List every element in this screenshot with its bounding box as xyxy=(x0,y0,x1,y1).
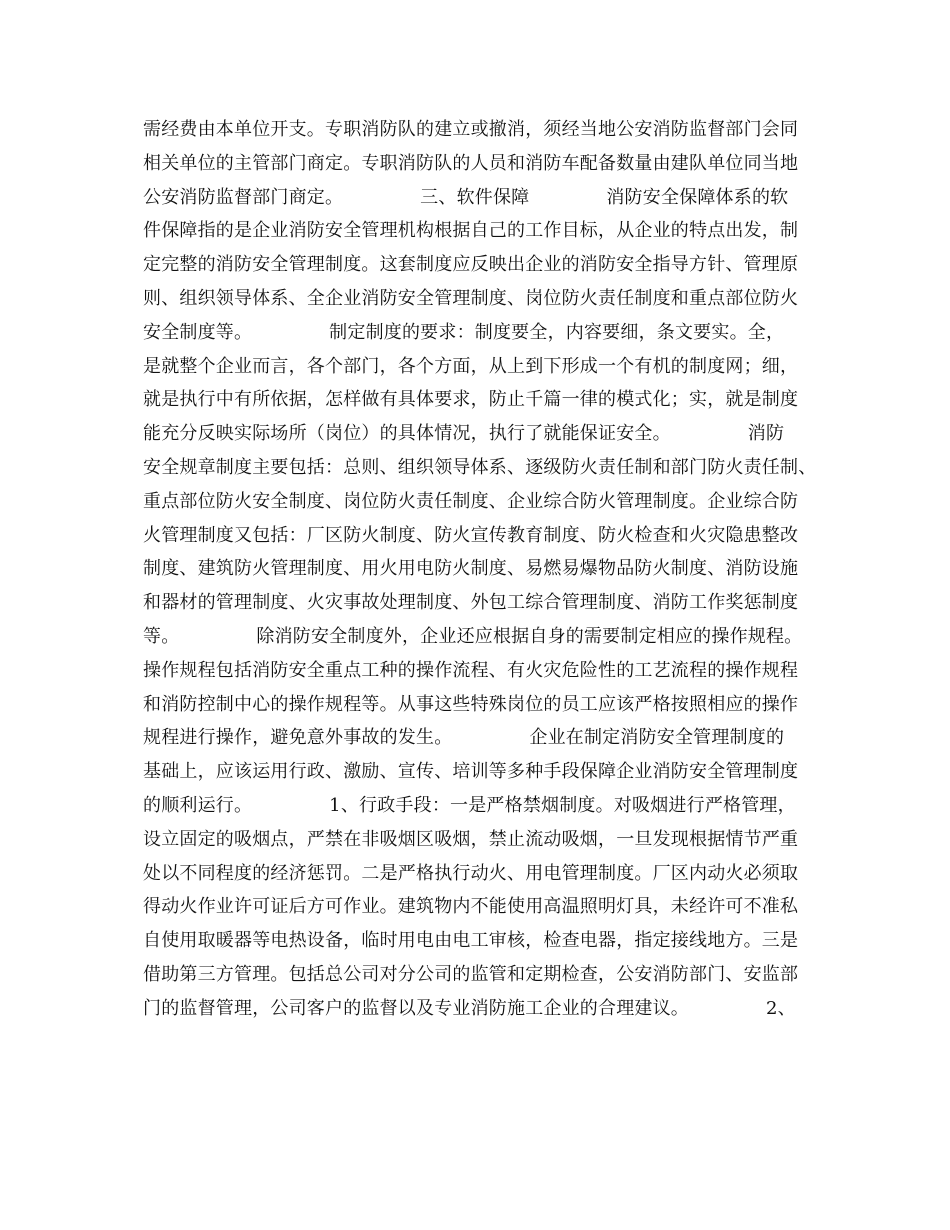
text-line: 的顺利运行。 1、行政手段：一是严格禁烟制度。对吸烟进行严格管理， xyxy=(143,794,796,816)
text-line: 借助第三方管理。包括总公司对分公司的监管和定期检查，公安消防部门、安监部 xyxy=(143,963,799,985)
text-line: 安全制度等。 制定制度的要求：制度要全，内容要细，条文要实。全， xyxy=(143,321,785,343)
text-line: 火管理制度又包括：厂区防火制度、防火宣传教育制度、防火检查和火灾隐患整改 xyxy=(143,524,799,546)
text-line: 重点部位防火安全制度、岗位防火责任制度、企业综合防火管理制度。企业综合防 xyxy=(143,490,799,512)
text-line: 等。 除消防安全制度外，企业还应根据自身的需要制定相应的操作规程。 xyxy=(143,625,803,647)
body-text xyxy=(143,113,833,1026)
text-line: 安全规章制度主要包括：总则、组织领导体系、逐级防火责任制和部门防火责任制、 xyxy=(143,456,817,478)
text-line: 能充分反映实际场所（岗位）的具体情况，执行了就能保证安全。 消防 xyxy=(143,423,785,445)
text-line: 基础上，应该运用行政、激励、宣传、培训等多种手段保障企业消防安全管理制度 xyxy=(143,761,799,783)
text-line: 是就整个企业而言，各个部门，各个方面，从上到下形成一个有机的制度网；细， xyxy=(143,355,799,377)
text-line: 设立固定的吸烟点，严禁在非吸烟区吸烟，禁止流动吸烟，一旦发现根据情节严重 xyxy=(143,828,799,850)
text-line: 自使用取暖器等电热设备，临时用电由电工审核，检查电器，指定接线地方。三是 xyxy=(143,930,799,952)
text-line: 相关单位的主管部门商定。专职消防队的人员和消防车配备数量由建队单位同当地 xyxy=(143,152,799,174)
text-line: 定完整的消防安全管理制度。这套制度应反映出企业的消防安全指导方针、管理原 xyxy=(143,254,799,276)
text-line: 件保障指的是企业消防安全管理机构根据自己的工作目标，从企业的特点出发，制 xyxy=(143,220,799,242)
text-line: 得动火作业许可证后方可作业。建筑物内不能使用高温照明灯具，未经许可不准私 xyxy=(143,896,799,918)
text-line: 和消防控制中心的操作规程等。从事这些特殊岗位的员工应该严格按照相应的操作 xyxy=(143,693,799,715)
text-line: 需经费由本单位开支。专职消防队的建立或撤消，须经当地公安消防监督部门会同 xyxy=(143,119,799,140)
text-line: 则、组织领导体系、全企业消防安全管理制度、岗位防火责任制度和重点部位防火 xyxy=(143,287,799,309)
text-line: 和器材的管理制度、火灾事故处理制度、外包工综合管理制度、消防工作奖惩制度 xyxy=(143,592,799,614)
text-line: 就是执行中有所依据，怎样做有具体要求，防止千篇一律的模式化；实，就是制度 xyxy=(143,389,799,411)
text-line: 规程进行操作，避免意外事故的发生。 企业在制定消防安全管理制度的 xyxy=(143,727,785,749)
text-line: 处以不同程度的经济惩罚。二是严格执行动火、用电管理制度。厂区内动火必须取 xyxy=(143,862,799,884)
text-line: 制度、建筑防火管理制度、用火用电防火制度、易燃易爆物品防火制度、消防设施 xyxy=(143,558,799,580)
text-line: 公安消防监督部门商定。 三、软件保障 消防安全保障体系的软 xyxy=(143,186,789,208)
text-line: 操作规程包括消防安全重点工种的操作流程、有火灾危险性的工艺流程的操作规程 xyxy=(143,659,799,681)
text-line: 门的监督管理，公司客户的监督以及专业消防施工企业的合理建议。 2、 xyxy=(143,997,796,1019)
